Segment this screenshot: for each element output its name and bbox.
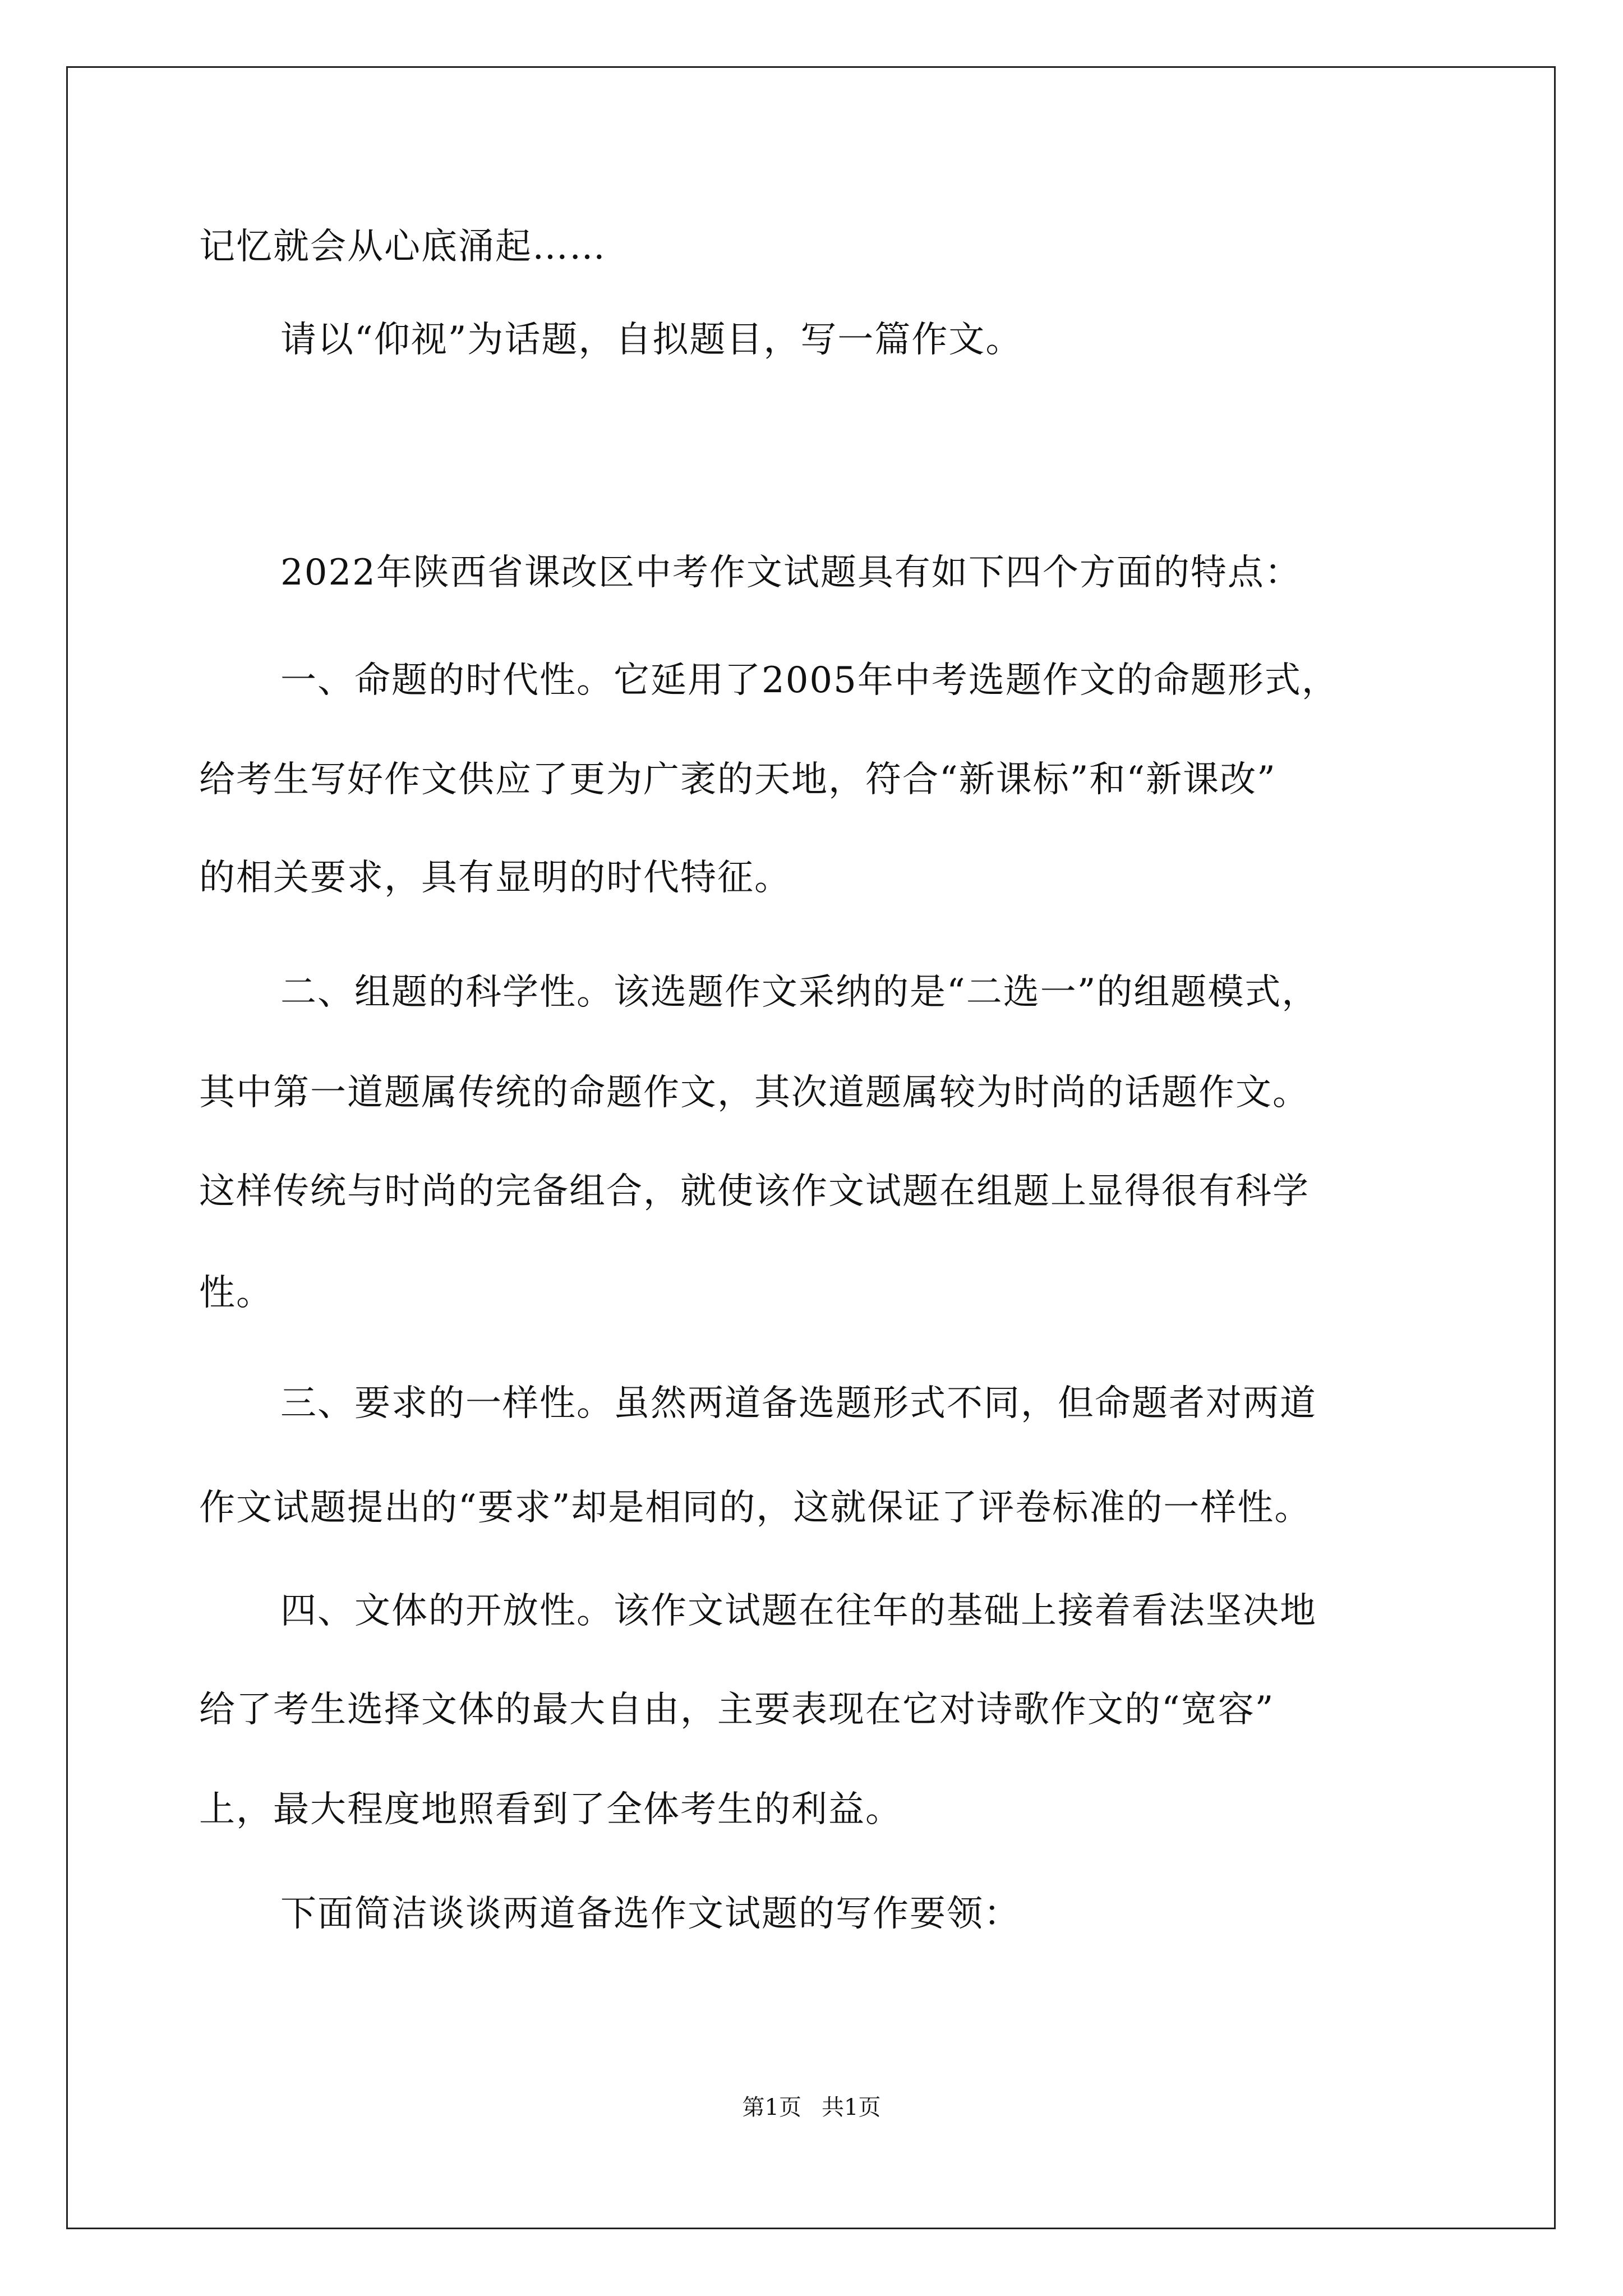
text-line-5: 给考生写好作文供应了更为广袤的天地，符合“新课标”和“新课改” [199,759,1276,800]
text-line-3: 2022年陕西省课改区中考作文试题具有如下四个方面的特点： [280,552,1302,593]
text-line-9: 这样传统与时尚的完备组合，就使该作文试题在组题上显得很有科学 [199,1171,1310,1212]
text-line-6: 的相关要求，具有显明的时代特征。 [199,857,791,899]
text-line-8: 其中第一道题属传统的命题作文，其次道题属较为时尚的话题作文。 [199,1072,1310,1114]
text-line-13: 四、文体的开放性。该作文试题在往年的基础上接着看法坚决地 [280,1590,1317,1632]
text-line-16: 下面简洁谈谈两道备选作文试题的写作要领： [280,1893,1021,1935]
page-footer [0,2093,1623,2122]
text-line-14: 给了考生选择文体的最大自由，主要表现在它对诗歌作文的“宽容” [199,1689,1275,1731]
text-line-11: 三、要求的一样性。虽然两道备选题形式不同，但命题者对两道 [280,1383,1317,1424]
text-line-12: 作文试题提出的“要求”却是相同的，这就保证了评卷标准的一样性。 [199,1487,1312,1529]
text-line-4: 一、命题的时代性。它延用了2005年中考选题作文的命题形式， [280,660,1339,701]
text-line-7: 二、组题的科学性。该选题作文采纳的是“二选一”的组题模式， [280,972,1319,1013]
page-number: 第1页 [742,2095,801,2120]
page-total: 共1页 [822,2095,881,2120]
text-line-10: 性。 [199,1272,273,1314]
text-line-15: 上，最大程度地照看到了全体考生的利益。 [199,1789,902,1830]
text-line-1: 记忆就会从心底涌起…… [199,226,606,268]
text-line-2: 请以“仰视”为话题，自拟题目，写一篇作文。 [280,319,1023,361]
